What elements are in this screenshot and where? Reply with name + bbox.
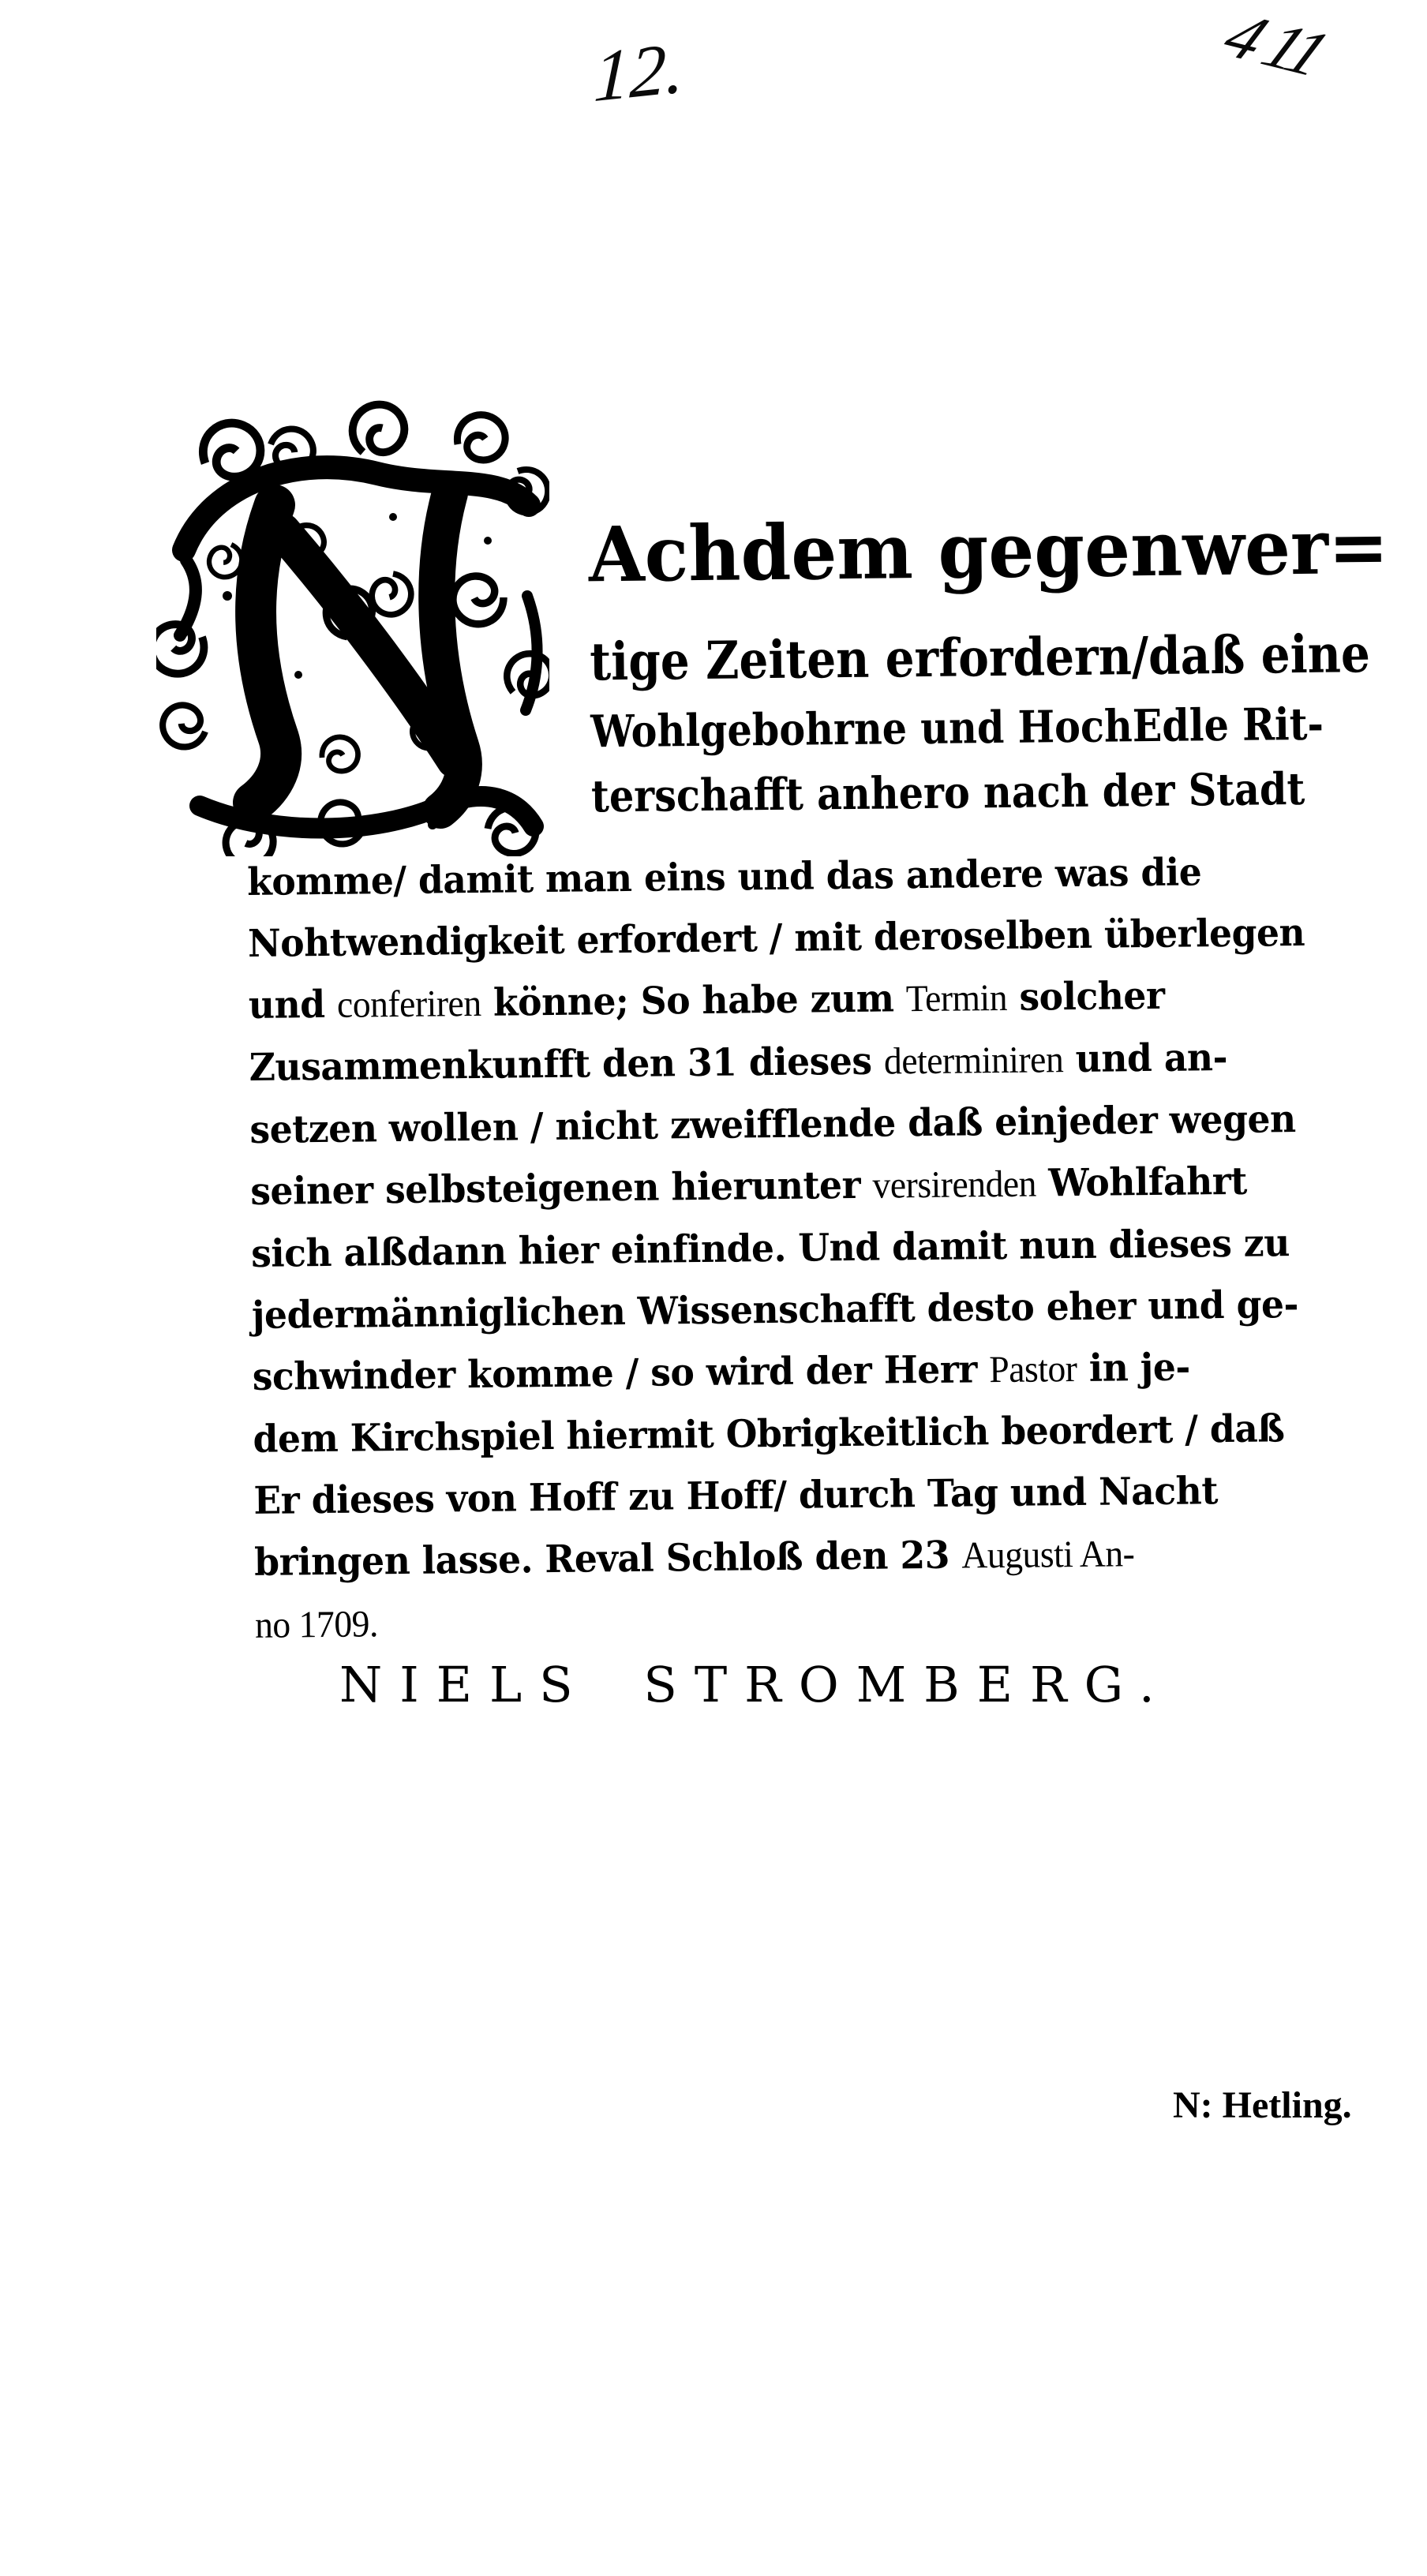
- text-line: [590, 758, 1305, 829]
- text-segment-fraktur: und an-: [1062, 1035, 1228, 1082]
- text-segment-fraktur: schwinder komme / so wird der Herr: [252, 1347, 990, 1399]
- text-segment-antiqua: Pastor: [989, 1347, 1077, 1391]
- text-segment-fraktur: setzen wollen / nicht zweifflende daß einjeder wegen: [249, 1097, 1296, 1152]
- clerk-signature: N: Hetling.: [1173, 2084, 1352, 2126]
- text-line: [255, 1584, 1215, 1657]
- text-segment-fraktur: Zusammenkunfft den 31 dieses: [249, 1039, 885, 1090]
- text-line: [588, 479, 1389, 623]
- text-segment-antiqua: conferiren: [336, 982, 481, 1026]
- text-line: [250, 1213, 1290, 1285]
- text-line: [252, 1336, 1212, 1409]
- text-line: [247, 841, 1208, 913]
- text-segment-fraktur: und: [248, 982, 338, 1028]
- text-segment-fraktur: Wohlgebohrne und HochEdle Rit-: [590, 698, 1324, 758]
- text-segment-fraktur: terschafft anhero nach der Stadt: [590, 762, 1305, 823]
- text-line: [249, 1089, 1296, 1161]
- text-segment-fraktur: Wohlfahrt: [1036, 1159, 1248, 1206]
- text-segment-antiqua: determiniren: [883, 1039, 1064, 1083]
- text-line: [248, 964, 1208, 1037]
- text-line: [249, 1027, 1228, 1099]
- proclamation-text: [243, 479, 1389, 1657]
- text-segment-fraktur: Achdem gegenwer=: [588, 501, 1389, 600]
- text-line: [254, 1522, 1215, 1594]
- text-segment-fraktur: Er dieses von Hoff zu Hoff/ durch Tag und Nacht: [253, 1469, 1219, 1523]
- text-line: [590, 694, 1324, 765]
- text-segment-antiqua: Augusti An-: [961, 1533, 1135, 1577]
- signature: NIELS STROMBERG.: [339, 1656, 1172, 1713]
- text-line: [251, 1275, 1299, 1346]
- text-segment-fraktur: solcher: [1006, 973, 1165, 1020]
- text-line: [589, 618, 1371, 700]
- text-segment-antiqua: versirenden: [872, 1163, 1037, 1207]
- handwritten-page-number: 12.: [592, 26, 686, 118]
- text-line: [247, 903, 1305, 975]
- text-segment-fraktur: könne; So habe zum: [481, 976, 907, 1025]
- text-segment-fraktur: bringen lasse. Reval Schloß den 23: [253, 1533, 962, 1585]
- text-segment-fraktur: Nohtwendigkeit erfordert / mit deroselben überlegen: [247, 910, 1305, 966]
- text-line: [250, 1151, 1248, 1223]
- text-segment-fraktur: jedermänniglichen Wissenschafft desto eher und ge-: [251, 1282, 1299, 1338]
- text-segment-fraktur: tige Zeiten erfordern/daß eine: [589, 623, 1371, 693]
- text-segment-fraktur: dem Kirchspiel hiermit Obrigkeitlich beordert / daß: [253, 1406, 1285, 1462]
- text-segment-fraktur: komme/ damit man eins und das andere was die: [246, 850, 1202, 904]
- text-segment-antiqua: Termin: [905, 976, 1008, 1020]
- text-line: [253, 1460, 1219, 1532]
- text-line: [253, 1398, 1285, 1470]
- text-segment-fraktur: seiner selbsteigenen hierunter: [250, 1163, 873, 1214]
- text-segment-fraktur: sich alßdann hier einfinde. Und damit nun dieses zu: [250, 1221, 1290, 1276]
- handwritten-folio-number: 4 11: [1212, 0, 1337, 89]
- text-segment-antiqua: no 1709.: [254, 1603, 379, 1646]
- text-segment-fraktur: in je-: [1077, 1345, 1191, 1391]
